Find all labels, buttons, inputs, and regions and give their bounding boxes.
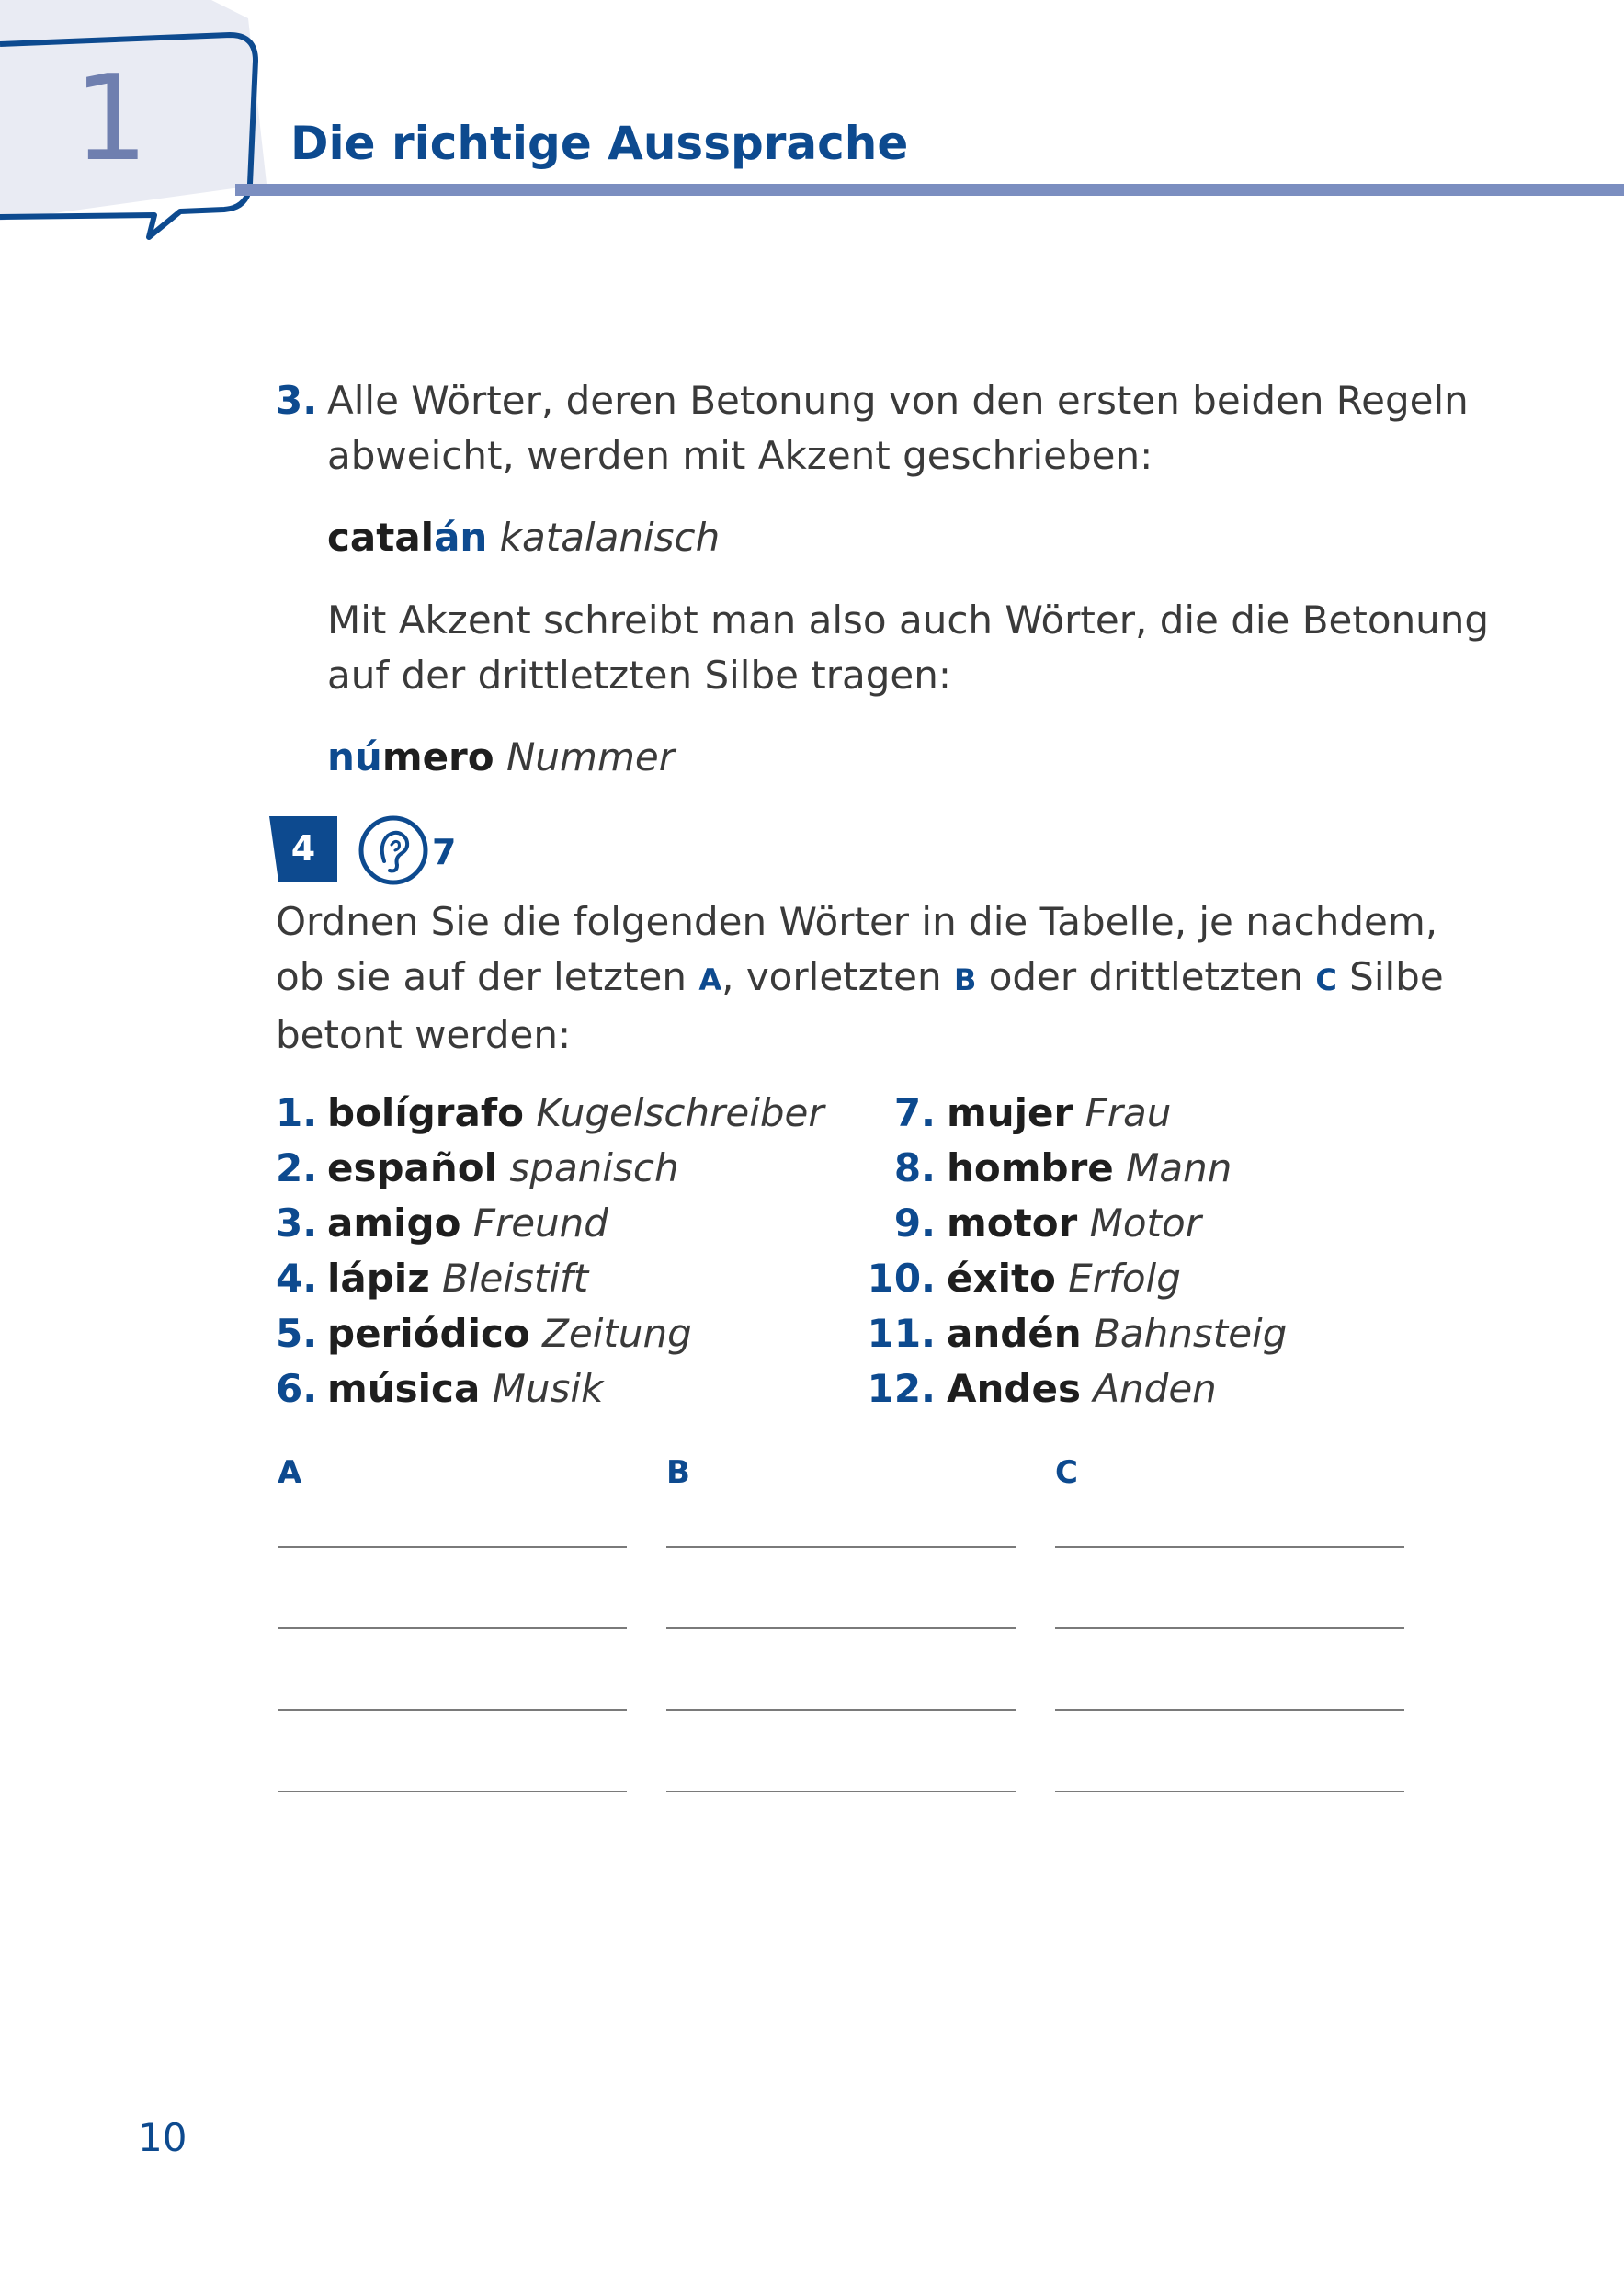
item-translation: Bleistift <box>442 1256 589 1301</box>
item-translation: Kugelschreiber <box>536 1090 824 1135</box>
instruction-text: ob sie auf der letzten <box>276 954 699 999</box>
instruction-text: , vorletzten <box>721 954 954 999</box>
instruction-text: oder drittletzten <box>976 954 1316 999</box>
item-word: periódico <box>327 1311 530 1356</box>
item-number: 9. <box>893 1201 936 1246</box>
header-rule <box>235 184 1624 196</box>
answer-line[interactable] <box>1055 1791 1404 1792</box>
example-word-stress: nú <box>327 734 382 780</box>
list-item <box>855 1196 1287 1251</box>
answer-line[interactable] <box>278 1791 627 1792</box>
example-translation: katalanisch <box>499 515 721 560</box>
item-word: música <box>327 1366 481 1411</box>
item-word: éxito <box>947 1256 1056 1301</box>
answer-line[interactable] <box>278 1709 627 1711</box>
page-title: Die richtige Aussprache <box>290 117 909 170</box>
item-word: motor <box>947 1201 1078 1246</box>
list-item <box>855 1251 1287 1306</box>
item-number: 8. <box>893 1145 936 1190</box>
list-item <box>855 1361 1287 1417</box>
example-catalan <box>327 510 720 565</box>
answer-line[interactable] <box>1055 1627 1404 1629</box>
exercise-instruction <box>276 894 1444 1063</box>
item-word: andén <box>947 1311 1082 1356</box>
list-item <box>276 1306 824 1361</box>
instruction-line-1: Ordnen Sie die folgenden Wörter in die Tabelle, je nachdem, <box>276 899 1438 944</box>
item-word: lápiz <box>327 1256 430 1301</box>
answer-line[interactable] <box>666 1709 1016 1711</box>
rule-3-middle-text <box>327 593 1489 703</box>
track-number: 7 <box>432 832 457 872</box>
column-header: C <box>1055 1454 1078 1491</box>
answer-line[interactable] <box>1055 1546 1404 1548</box>
answer-line[interactable] <box>1055 1709 1404 1711</box>
item-translation: Frau <box>1085 1090 1172 1135</box>
list-item <box>855 1141 1287 1196</box>
example-word-post: mero <box>381 734 494 780</box>
item-translation: Musik <box>492 1366 604 1411</box>
exercise-number: 4 <box>290 828 316 869</box>
item-number: 12. <box>867 1366 936 1411</box>
list-item <box>855 1306 1287 1361</box>
answer-line[interactable] <box>666 1546 1016 1548</box>
item-translation: Erfolg <box>1068 1256 1181 1301</box>
item-translation: spanisch <box>509 1145 679 1190</box>
item-translation: Freund <box>472 1201 608 1246</box>
instruction-line-2 <box>276 950 1444 1007</box>
item-word: español <box>327 1145 498 1190</box>
rule-3-text <box>276 373 1469 484</box>
list-item <box>855 1086 1287 1141</box>
list-item <box>276 1251 824 1306</box>
instruction-text: Silbe <box>1336 954 1444 999</box>
item-number: 5. <box>276 1311 318 1356</box>
list-item <box>276 1141 824 1196</box>
column-header: B <box>666 1454 690 1491</box>
label-c: C <box>1315 962 1337 997</box>
item-number: 7. <box>893 1090 936 1135</box>
item-number: 1. <box>276 1090 318 1135</box>
word-list-left <box>276 1086 824 1417</box>
item-word: amigo <box>327 1201 461 1246</box>
example-word-stress: án <box>434 515 488 560</box>
item-number: 3. <box>276 1201 318 1246</box>
item-translation: Mann <box>1126 1145 1232 1190</box>
item-translation: Bahnsteig <box>1094 1311 1288 1356</box>
answer-column-c <box>1055 1452 1404 1792</box>
item-translation: Anden <box>1093 1366 1217 1411</box>
middle-line-2: auf der drittletzten Silbe tragen: <box>327 653 952 698</box>
list-item <box>276 1086 824 1141</box>
list-item <box>276 1196 824 1251</box>
instruction-line-3: betont werden: <box>276 1012 572 1057</box>
item-translation: Motor <box>1089 1201 1201 1246</box>
column-header: A <box>278 1454 302 1491</box>
answer-line[interactable] <box>666 1791 1016 1792</box>
rule-number: 3. <box>276 378 318 423</box>
item-word: bolígrafo <box>327 1090 524 1135</box>
middle-line-1: Mit Akzent schreibt man also auch Wörter, die die Betonung <box>327 597 1490 643</box>
page-number: 10 <box>138 2115 187 2160</box>
item-word: mujer <box>947 1090 1073 1135</box>
word-list-right <box>855 1086 1287 1417</box>
answer-line[interactable] <box>666 1627 1016 1629</box>
item-number: 11. <box>867 1311 936 1356</box>
example-word-pre: catal <box>327 515 435 560</box>
item-word: hombre <box>947 1145 1114 1190</box>
label-a: A <box>698 962 722 997</box>
item-number: 6. <box>276 1366 318 1411</box>
chapter-number: 1 <box>74 51 149 188</box>
item-word: Andes <box>947 1366 1081 1411</box>
ear-icon[interactable] <box>357 814 430 887</box>
example-translation: Nummer <box>506 734 675 780</box>
rule-line-2: abweicht, werden mit Akzent geschrieben: <box>327 433 1153 478</box>
item-number: 2. <box>276 1145 318 1190</box>
label-b: B <box>953 962 977 997</box>
item-number: 4. <box>276 1256 318 1301</box>
example-numero <box>327 730 675 785</box>
item-translation: Zeitung <box>542 1311 692 1356</box>
answer-column-a <box>278 1452 627 1792</box>
answer-line[interactable] <box>278 1627 627 1629</box>
answer-line[interactable] <box>278 1546 627 1548</box>
answer-column-b <box>666 1452 1016 1792</box>
item-number: 10. <box>867 1256 936 1301</box>
list-item <box>276 1361 824 1417</box>
rule-line-1: Alle Wörter, deren Betonung von den ersten beiden Regeln <box>327 378 1469 423</box>
